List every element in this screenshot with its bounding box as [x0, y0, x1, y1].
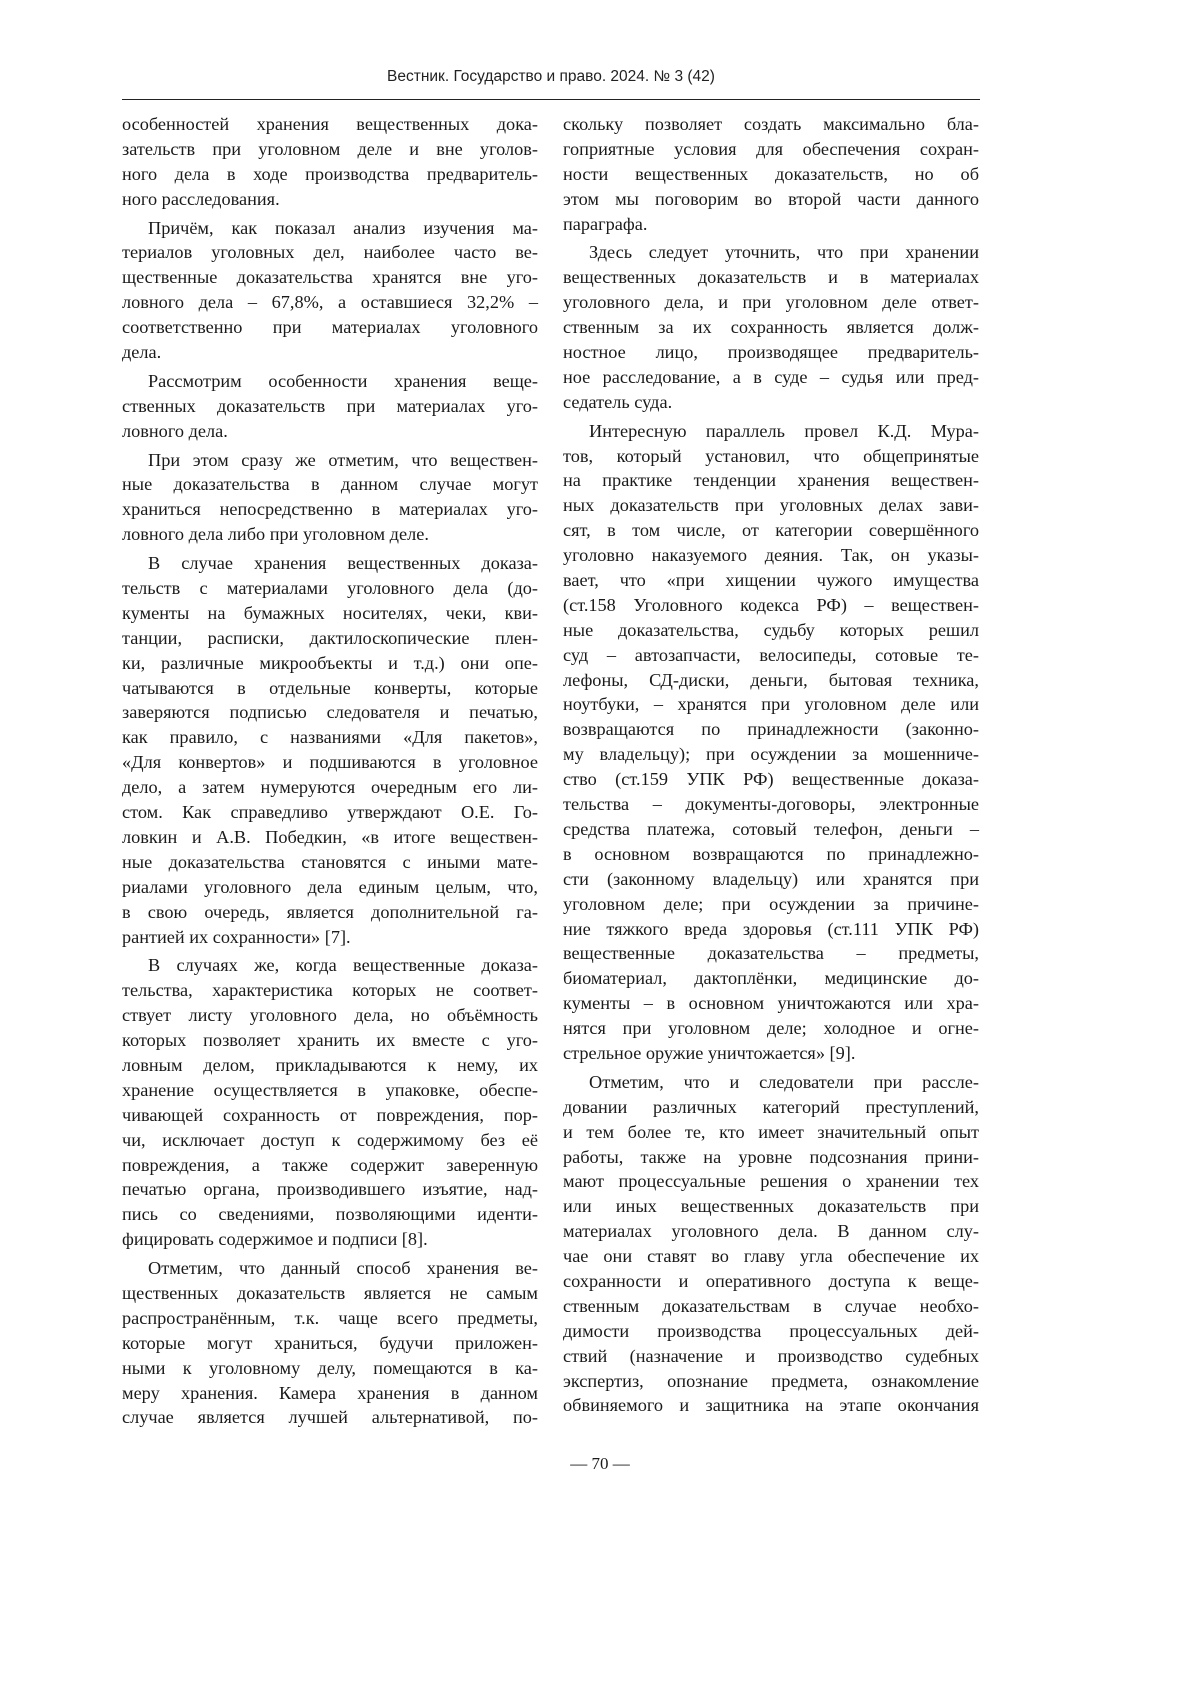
text-line: ловкин и А.В. Победкин, «в итоге веществен-: [122, 825, 538, 850]
text-line: ки, различные микрообъекты и т.д.) они опе-: [122, 651, 538, 676]
text-line: повреждения, а также содержит заверенную: [122, 1153, 538, 1178]
paragraph: [563, 240, 979, 414]
text-line: в свою очередь, является дополнительной га-: [122, 900, 538, 925]
text-line: соответственно при материалах уголовного: [122, 315, 538, 340]
text-line: или иных вещественных доказательств при: [563, 1194, 979, 1219]
text-line: ственных доказательств при материалах уго-: [122, 394, 538, 419]
text-line: Отметим, что и следователи при рассле-: [563, 1070, 979, 1095]
text-line: (ст.158 Уголовного кодекса РФ) – веществен-: [563, 593, 979, 618]
text-line: сти (законному владельцу) или хранятся при: [563, 867, 979, 892]
text-line: седатель суда.: [563, 390, 979, 415]
text-line: ноутбуки, – хранятся при уголовном деле или: [563, 692, 979, 717]
text-line: тов, который установил, что общепринятые: [563, 444, 979, 469]
text-line: зательств при уголовном деле и вне уголов-: [122, 137, 538, 162]
text-line: стом. Как справедливо утверждают О.Е. Го-: [122, 800, 538, 825]
text-line: на практике тенденции хранения веществен-: [563, 468, 979, 493]
text-line: ловного дела.: [122, 419, 538, 444]
text-line: ные доказательства в данном случае могут: [122, 472, 538, 497]
text-line: хранение осуществляется в упаковке, обеспе-: [122, 1078, 538, 1103]
text-line: ного расследования.: [122, 187, 538, 212]
text-line: уголовном деле; при осуждении за причине-: [563, 892, 979, 917]
text-line: тельств с материалами уголовного дела (до-: [122, 576, 538, 601]
text-line: Интересную параллель провел К.Д. Мура-: [563, 419, 979, 444]
text-line: димости производства процессуальных дей-: [563, 1319, 979, 1344]
text-line: довании различных категорий преступлений,: [563, 1095, 979, 1120]
paragraph: [122, 1256, 538, 1430]
text-line: ности вещественных доказательств, но об: [563, 162, 979, 187]
text-line: случае является лучшей альтернативой, по-: [122, 1405, 538, 1430]
text-line: тельства – документы-договоры, электронные: [563, 792, 979, 817]
paragraph: [122, 369, 538, 444]
text-line: уголовного дела, и при уголовном деле ответ-: [563, 290, 979, 315]
text-line: кументы на бумажных носителях, чеки, кви-: [122, 601, 538, 626]
text-line: пись со сведениями, позволяющими иденти-: [122, 1202, 538, 1227]
text-line: В случае хранения вещественных доказа-: [122, 551, 538, 576]
text-line: ловного дела – 67,8%, а оставшиеся 32,2% –: [122, 290, 538, 315]
text-line: «Для конвертов» и подшиваются в уголовное: [122, 750, 538, 775]
text-line: ностное лицо, производящее предваритель-: [563, 340, 979, 365]
text-line: Причём, как показал анализ изучения ма-: [122, 216, 538, 241]
text-line: биоматериал, дактоплёнки, медицинские до-: [563, 966, 979, 991]
text-line: щественные доказательства хранятся вне уго-: [122, 265, 538, 290]
text-line: ных доказательств при уголовных делах зави-: [563, 493, 979, 518]
text-line: Отметим, что данный способ хранения ве-: [122, 1256, 538, 1281]
text-line: ствует листу уголовного дела, но объёмность: [122, 1003, 538, 1028]
text-line: кументы – в основном уничтожаются или хра-: [563, 991, 979, 1016]
text-line: печатью органа, производившего изъятие, над-: [122, 1177, 538, 1202]
text-line: материалах уголовного дела. В данном слу-: [563, 1219, 979, 1244]
header-rule: [122, 99, 980, 100]
journal-running-header: Вестник. Государство и право. 2024. № 3 (42): [122, 68, 980, 86]
text-line: ными к уголовному делу, помещаются в ка-: [122, 1356, 538, 1381]
paragraph: [122, 112, 538, 212]
text-line: ного дела в ходе производства предваритель-: [122, 162, 538, 187]
text-line: ные доказательства становятся с иными мате-: [122, 850, 538, 875]
text-line: скольку позволяет создать максимально бла-: [563, 112, 979, 137]
text-line: уголовно наказуемого деяния. Так, он указы-: [563, 543, 979, 568]
text-line: чивающей сохранность от повреждения, пор-: [122, 1103, 538, 1128]
text-line: дела.: [122, 340, 538, 365]
paragraph: [563, 419, 979, 1066]
paragraph: [563, 1070, 979, 1418]
page-number: — 70 —: [0, 1454, 1200, 1474]
text-line: ственным за их сохранность является долж-: [563, 315, 979, 340]
text-line: вает, что «при хищении чужого имущества: [563, 568, 979, 593]
text-line: этом мы поговорим во второй части данного: [563, 187, 979, 212]
paragraph: [122, 448, 538, 548]
text-line: особенностей хранения вещественных дока-: [122, 112, 538, 137]
text-line: гоприятные условия для обеспечения сохран-: [563, 137, 979, 162]
text-line: и тем более те, кто имеет значительный опыт: [563, 1120, 979, 1145]
text-line: нятся при уголовном деле; холодное и огне-: [563, 1016, 979, 1041]
text-line: ние тяжкого вреда здоровья (ст.111 УПК РФ): [563, 917, 979, 942]
text-line: средства платежа, сотовый телефон, деньги –: [563, 817, 979, 842]
text-line: возвращаются по принадлежности (законно-: [563, 717, 979, 742]
paragraph: [563, 112, 979, 236]
text-line: мают процессуальные решения о хранении тех: [563, 1169, 979, 1194]
text-line: лефоны, СД-диски, деньги, бытовая техника,: [563, 668, 979, 693]
text-line: чатываются в отдельные конверты, которые: [122, 676, 538, 701]
text-line: вещественные доказательства – предметы,: [563, 941, 979, 966]
text-line: рантией их сохранности» [7].: [122, 925, 538, 950]
text-line: храниться непосредственно в материалах уго-: [122, 497, 538, 522]
text-line: ствий (назначение и производство судебных: [563, 1344, 979, 1369]
text-line: экспертиз, опознание предмета, ознакомление: [563, 1369, 979, 1394]
text-line: сохранности и оперативного доступа к веще-: [563, 1269, 979, 1294]
text-line: танции, расписки, дактилоскопические плен-: [122, 626, 538, 651]
paragraph: [122, 551, 538, 949]
text-line: Рассмотрим особенности хранения веще-: [122, 369, 538, 394]
text-line: вещественных доказательств и в материалах: [563, 265, 979, 290]
text-line: обвиняемого и защитника на этапе окончания: [563, 1393, 979, 1418]
text-line: фицировать содержимое и подписи [8].: [122, 1227, 538, 1252]
text-line: ственным доказательствам в случае необхо-: [563, 1294, 979, 1319]
text-line: меру хранения. Камера хранения в данном: [122, 1381, 538, 1406]
text-line: которые могут храниться, будучи приложен-: [122, 1331, 538, 1356]
text-line: ство (ст.159 УПК РФ) вещественные доказа-: [563, 767, 979, 792]
text-line: В случаях же, когда вещественные доказа-: [122, 953, 538, 978]
text-line: суд – автозапчасти, велосипеды, сотовые те-: [563, 643, 979, 668]
text-line: чае они ставят во главу угла обеспечение их: [563, 1244, 979, 1269]
text-line: в основном возвращаются по принадлежно-: [563, 842, 979, 867]
text-line: распространённым, т.к. чаще всего предметы,: [122, 1306, 538, 1331]
text-line: При этом сразу же отметим, что веществен-: [122, 448, 538, 473]
text-line: чи, исключает доступ к содержимому без её: [122, 1128, 538, 1153]
paragraph: [122, 216, 538, 365]
text-line: Здесь следует уточнить, что при хранении: [563, 240, 979, 265]
text-line: ное расследование, а в суде – судья или пред-: [563, 365, 979, 390]
text-line: ловным делом, прикладываются к нему, их: [122, 1053, 538, 1078]
text-line: параграфа.: [563, 212, 979, 237]
text-line: риалами уголовного дела единым целым, что,: [122, 875, 538, 900]
text-line: териалов уголовных дел, наиболее часто ве-: [122, 240, 538, 265]
text-line: ловного дела либо при уголовном деле.: [122, 522, 538, 547]
text-line: стрельное оружие уничтожается» [9].: [563, 1041, 979, 1066]
text-line: дело, а затем нумеруются очередным его ли-: [122, 775, 538, 800]
text-line: му владельцу); при осуждении за мошенниче-: [563, 742, 979, 767]
text-line: которых позволяет хранить их вместе с уго-: [122, 1028, 538, 1053]
text-line: сят, в том числе, от категории совершённого: [563, 518, 979, 543]
text-line: работы, также на уровне подсознания прини-: [563, 1145, 979, 1170]
text-line: тельства, характеристика которых не соответ-: [122, 978, 538, 1003]
paragraph: [122, 953, 538, 1252]
right-column: [563, 112, 979, 1422]
left-column: [122, 112, 538, 1434]
text-line: щественных доказательств является не самым: [122, 1281, 538, 1306]
text-line: как правило, с названиями «Для пакетов»,: [122, 725, 538, 750]
text-line: заверяются подписью следователя и печатью,: [122, 700, 538, 725]
text-line: ные доказательства, судьбу которых решил: [563, 618, 979, 643]
